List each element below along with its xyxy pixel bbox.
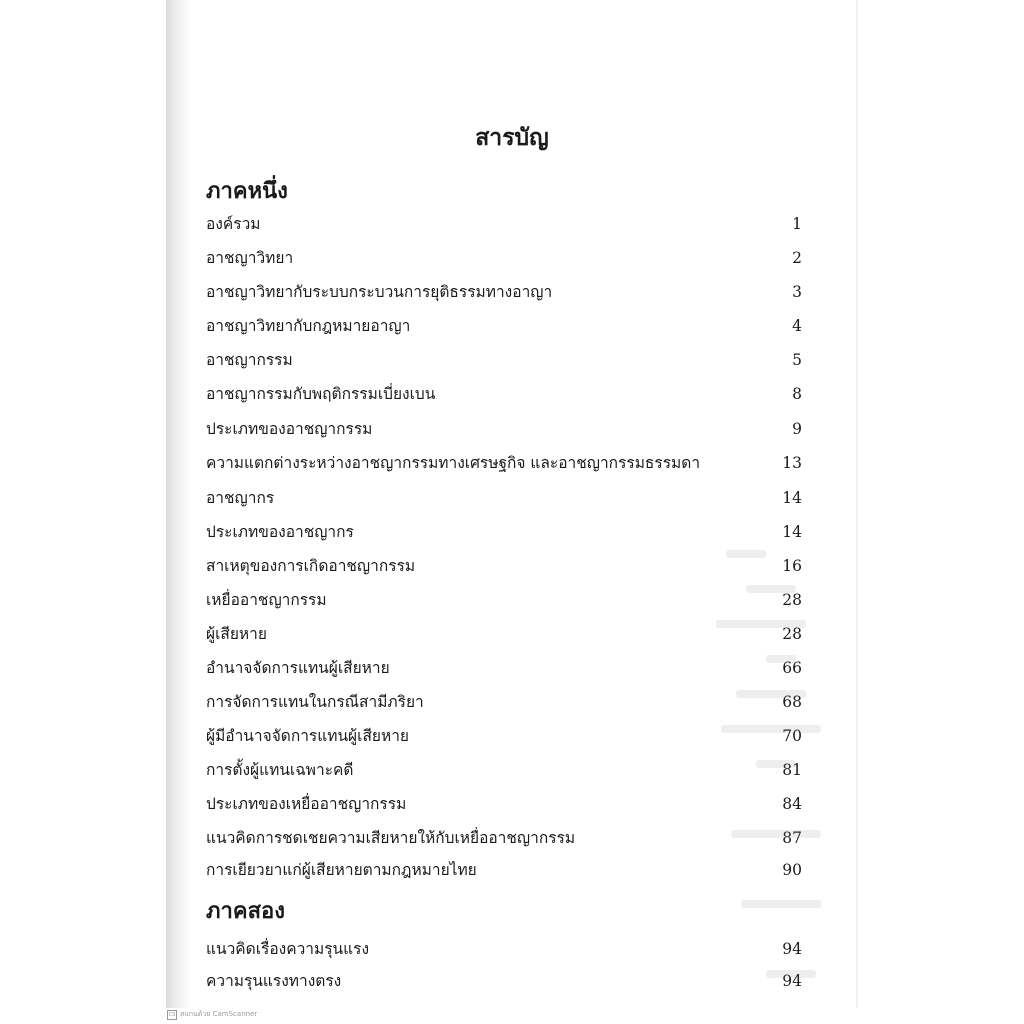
- toc-entry-page: 9: [792, 420, 802, 438]
- toc-entry-text: ประเภทของอาชญากรรม: [206, 420, 373, 438]
- toc-entry-text: อาชญาวิทยากับกฎหมายอาญา: [206, 317, 411, 335]
- toc-entry: [206, 313, 802, 339]
- toc-entry: [206, 450, 802, 476]
- toc-entry-text: การตั้งผู้แทนเฉพาะคดี: [206, 761, 354, 779]
- toc-entry-text: สาเหตุของการเกิดอาชญากรรม: [206, 557, 416, 575]
- toc-entry-text: อาชญาวิทยากับระบบกระบวนการยุติธรรมทางอาญา: [206, 283, 553, 301]
- toc-entry-text: การเยียวยาแก่ผู้เสียหายตามกฎหมายไทย: [206, 861, 477, 879]
- scanner-watermark: [167, 1009, 257, 1020]
- toc-entry-text: อาชญากร: [206, 489, 275, 507]
- toc-entry-text: อาชญาวิทยา: [206, 249, 294, 267]
- toc-entry-text: แนวคิดเรื่องความรุนแรง: [206, 940, 370, 958]
- part-heading-1: ภาคหนึ่ง: [206, 178, 288, 204]
- toc-entry-text: ประเภทของอาชญากร: [206, 523, 354, 541]
- toc-entry: [206, 347, 802, 373]
- toc-entry-page: 2: [792, 249, 802, 267]
- toc-entry-text: การจัดการแทนในกรณีสามีภริยา: [206, 693, 424, 711]
- camscanner-icon: CS: [168, 1011, 176, 1018]
- toc-entry-text: อำนาจจัดการแทนผู้เสียหาย: [206, 659, 390, 677]
- toc-entry-page: 8: [792, 385, 802, 403]
- toc-entry-page: 1: [792, 215, 802, 233]
- toc-entry-page: 66: [782, 659, 802, 677]
- toc-entry-text: องค์รวม: [206, 215, 261, 233]
- toc-entry-page: 16: [782, 557, 802, 575]
- toc-entry-page: 90: [782, 861, 802, 879]
- toc-entry-text: อาชญากรรมกับพฤติกรรมเบี่ยงเบน: [206, 385, 436, 403]
- toc-entry-text: อาชญากรรม: [206, 351, 293, 369]
- toc-entry-page: 68: [782, 693, 802, 711]
- toc-entry-page: 13: [782, 454, 802, 472]
- toc-entry-page: 4: [792, 317, 802, 335]
- toc-entry-page: 81: [782, 761, 802, 779]
- toc-entry-page: 14: [782, 489, 802, 507]
- toc-entry-page: 14: [782, 523, 802, 541]
- toc-entry: [206, 245, 802, 271]
- table-of-contents-page: [166, 0, 858, 1008]
- toc-entry-page: 3: [792, 283, 802, 301]
- toc-entry: [206, 381, 802, 407]
- toc-entry-page: 28: [782, 591, 802, 609]
- toc-entry-text: เหยื่ออาชญากรรม: [206, 591, 327, 609]
- toc-entry: [206, 279, 802, 305]
- toc-entry-text: ผู้เสียหาย: [206, 625, 267, 643]
- toc-entry-page: 70: [782, 727, 802, 745]
- toc-entry-page: 84: [782, 795, 802, 813]
- toc-entry-text: แนวคิดการชดเชยความเสียหายให้กับเหยื่ออาชญากรรม: [206, 829, 576, 847]
- part-heading-2: ภาคสอง: [206, 898, 285, 924]
- toc-entry-text: ความรุนแรงทางตรง: [206, 972, 342, 990]
- toc-entry: [206, 485, 802, 511]
- toc-entry-page: 5: [792, 351, 802, 369]
- show-through-text: [706, 530, 836, 990]
- toc-entry-page: 87: [782, 829, 802, 847]
- toc-entry: [206, 211, 802, 237]
- toc-entry-page: 28: [782, 625, 802, 643]
- toc-entry: [206, 416, 802, 442]
- toc-entry-text: ความแตกต่างระหว่างอาชญากรรมทางเศรษฐกิจ และอาชญากรรมธรรมดา: [206, 454, 701, 472]
- toc-entry-text: ประเภทของเหยื่ออาชญากรรม: [206, 795, 407, 813]
- toc-entry-page: 94: [782, 972, 802, 990]
- toc-entry-page: 94: [782, 940, 802, 958]
- page-title: สารบัญ: [475, 124, 549, 151]
- toc-entry-text: ผู้มีอำนาจจัดการแทนผู้เสียหาย: [206, 727, 409, 745]
- watermark-text: สแกนด้วย CamScanner: [180, 1010, 258, 1018]
